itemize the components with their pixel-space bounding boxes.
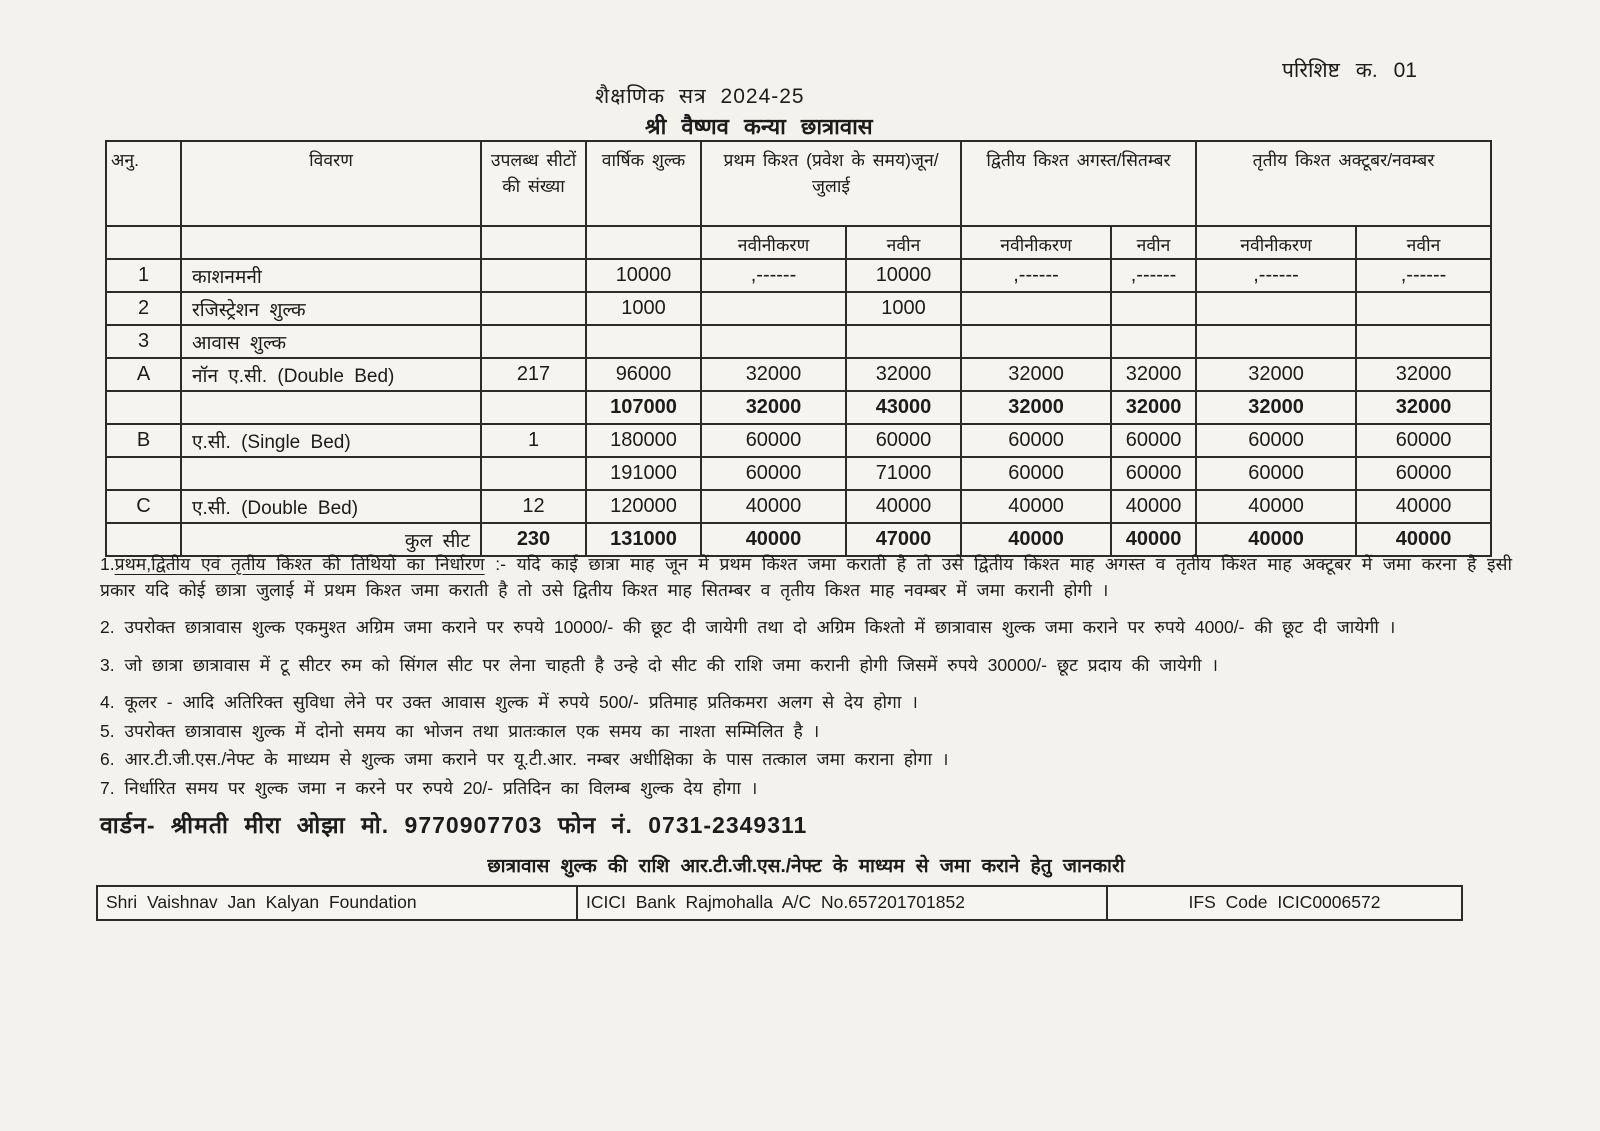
row-value: 47000 (846, 523, 961, 556)
note-item: 6. आर.टी.जी.एस./नेफ्ट के माध्यम से शुल्क जमा कराने पर यू.टी.आर. नम्बर अधीक्षिका के पास तत्काल जमा कराना होगा । (100, 749, 949, 770)
row-value (586, 325, 701, 358)
row-description: रजिस्ट्रेशन शुल्क (181, 292, 481, 325)
row-value: 32000 (961, 391, 1111, 424)
row-value: ,------ (701, 259, 846, 292)
row-value: 60000 (701, 424, 846, 457)
subheader-renewal-3: नवीनीकरण (1196, 226, 1356, 259)
fee-table-subheader-row (106, 226, 1491, 259)
fee-table (105, 140, 1492, 557)
row-value: 32000 (701, 391, 846, 424)
row-value (481, 325, 586, 358)
appendix-label: परिशिष्ट क. 01 (1282, 59, 1417, 82)
row-value: 43000 (846, 391, 961, 424)
table-row (106, 424, 1491, 457)
row-value: ,------ (1356, 259, 1491, 292)
page-title: श्री वैष्णव कन्या छात्रावास (645, 114, 873, 139)
row-value: 96000 (586, 358, 701, 391)
row-description (181, 457, 481, 490)
bank-foundation-name: Shri Vaishnav Jan Kalyan Foundation (97, 886, 577, 920)
row-sno: 1 (106, 259, 181, 292)
row-value (1356, 292, 1491, 325)
table-row (106, 292, 1491, 325)
row-value: 131000 (586, 523, 701, 556)
table-row (106, 325, 1491, 358)
subheader-new-3: नवीन (1356, 226, 1491, 259)
row-value: 40000 (961, 523, 1111, 556)
row-description: ए.सी. (Double Bed) (181, 490, 481, 523)
warden-contact-line: वार्डन- श्रीमती मीरा ओझा मो. 9770907703 फोन नं. 0731-2349311 (100, 812, 808, 839)
row-value (961, 292, 1111, 325)
note-item: 4. कूलर - आदि अतिरिक्त सुविधा लेने पर उक्त आवास शुल्क में रुपये 500/- प्रतिमाह प्रतिकमरा अलग से देय होगा । (100, 692, 918, 713)
row-value: 60000 (701, 457, 846, 490)
row-value (481, 391, 586, 424)
row-description: आवास शुल्क (181, 325, 481, 358)
subheader-empty (181, 226, 481, 259)
row-value: 32000 (1196, 391, 1356, 424)
row-value: 60000 (1196, 424, 1356, 457)
row-value: 40000 (1356, 490, 1491, 523)
note-item: 5. उपरोक्त छात्रावास शुल्क में दोनो समय का भोजन तथा प्रातःकाल एक समय का नाश्ता सम्मिलित है । (100, 720, 820, 741)
row-value: 60000 (1196, 457, 1356, 490)
row-value: 32000 (846, 358, 961, 391)
row-value: 40000 (701, 523, 846, 556)
row-value: 32000 (961, 358, 1111, 391)
note-item: 2. उपरोक्त छात्रावास शुल्क एकमुश्त अग्रिम जमा कराने पर रुपये 10000/- की छूट दी जायेगी तथा दो अग्रिम किश्तो में छात्रावास शुल्क जमा कराने पर रुपये 4000/- की छूट दी जायेगी । (100, 617, 1396, 638)
col-header-seats: उपलब्ध सीटों की संख्या (481, 141, 586, 226)
row-value: ,------ (1111, 259, 1196, 292)
row-value (1196, 325, 1356, 358)
row-value: 217 (481, 358, 586, 391)
row-value: 1000 (846, 292, 961, 325)
row-sno: 3 (106, 325, 181, 358)
row-value (1111, 292, 1196, 325)
notes-section (100, 552, 1512, 921)
row-value: 191000 (586, 457, 701, 490)
row-value: 40000 (1196, 490, 1356, 523)
bank-account-number: ICICI Bank Rajmohalla A/C No.657201701852 (577, 886, 1107, 920)
row-value: 1 (481, 424, 586, 457)
row-value: 120000 (586, 490, 701, 523)
row-value: 71000 (846, 457, 961, 490)
row-sno (106, 457, 181, 490)
row-value: ,------ (1196, 259, 1356, 292)
row-value: 180000 (586, 424, 701, 457)
table-row (106, 457, 1491, 490)
row-description (181, 391, 481, 424)
col-header-sno: अनु. (106, 141, 181, 226)
row-value: 40000 (1111, 490, 1196, 523)
row-value: 60000 (1356, 457, 1491, 490)
fee-table-body (106, 259, 1491, 556)
table-row (106, 490, 1491, 523)
row-value: 60000 (1356, 424, 1491, 457)
row-value: 40000 (961, 490, 1111, 523)
row-value (1111, 325, 1196, 358)
row-sno (106, 391, 181, 424)
note-item: 7. निर्धारित समय पर शुल्क जमा न करने पर रुपये 20/- प्रतिदिन का विलम्ब शुल्क देय होगा । (100, 777, 758, 798)
row-value: 32000 (1356, 358, 1491, 391)
row-value: ,------ (961, 259, 1111, 292)
row-description: कुल सीट (181, 523, 481, 556)
row-value (846, 325, 961, 358)
row-value: 60000 (961, 424, 1111, 457)
table-row (106, 259, 1491, 292)
row-description: ए.सी. (Single Bed) (181, 424, 481, 457)
row-value: 60000 (961, 457, 1111, 490)
row-value (1356, 325, 1491, 358)
table-row (106, 391, 1491, 424)
row-value: 10000 (586, 259, 701, 292)
bank-info-row (97, 886, 1462, 920)
row-value: 40000 (846, 490, 961, 523)
subheader-renewal-1: नवीनीकरण (701, 226, 846, 259)
row-value: 40000 (1196, 523, 1356, 556)
table-row (106, 358, 1491, 391)
row-value: 10000 (846, 259, 961, 292)
row-value (481, 292, 586, 325)
subheader-renewal-2: नवीनीकरण (961, 226, 1111, 259)
row-value (701, 325, 846, 358)
row-sno: C (106, 490, 181, 523)
row-value: 107000 (586, 391, 701, 424)
row-value (1196, 292, 1356, 325)
col-header-installment1: प्रथम किश्त (प्रवेश के समय)जून/जुलाई (701, 141, 961, 226)
subheader-empty (481, 226, 586, 259)
row-description: नॉन ए.सी. (Double Bed) (181, 358, 481, 391)
col-header-installment2: द्वितीय किश्त अगस्त/सितम्बर (961, 141, 1196, 226)
row-value (481, 457, 586, 490)
note-item: 3. जो छात्रा छात्रावास में टू सीटर रुम को सिंगल सीट पर लेना चाहती है उन्हे दो सीट की राशि जमा करानी होगी जिसमें रुपये 30000/- छूट प्रदाय की जायेगी । (100, 654, 1218, 675)
row-value: 60000 (1111, 457, 1196, 490)
row-value: 40000 (701, 490, 846, 523)
subheader-new-1: नवीन (846, 226, 961, 259)
row-value: 1000 (586, 292, 701, 325)
row-value: 32000 (1196, 358, 1356, 391)
note-underlined-lead: प्रथम,द्वितीय एवं तृतीय किश्त की तिथियों का निर्धारण (114, 554, 485, 574)
row-sno: A (106, 358, 181, 391)
row-sno: 2 (106, 292, 181, 325)
subheader-new-2: नवीन (1111, 226, 1196, 259)
subheader-empty (586, 226, 701, 259)
row-value: 32000 (1111, 358, 1196, 391)
bank-info-table (96, 885, 1463, 921)
note-item: 1.प्रथम,द्वितीय एवं तृतीय किश्त की तिथियों का निर्धारण :- यदि काई छात्रा माह जून में प्रथम किश्त जमा कराती है तो उसे द्वितीय किश्त माह अगस्त व तृतीय किश्त माह अक्टूबर में जमा करना है इसी प्रकार यदि कोई छात्रा जुलाई में प्रथम किश्त जमा कराती है तो उसे द्वितीय किश्त माह सितम्बर व तृतीय किश्त माह नवम्बर में जमा करानी होगी । (100, 554, 1512, 600)
row-value: 40000 (1111, 523, 1196, 556)
row-value: 32000 (1111, 391, 1196, 424)
col-header-description: विवरण (181, 141, 481, 226)
bank-info-heading: छात्रावास शुल्क की राशि आर.टी.जी.एस./नेफ्ट के माध्यम से जमा कराने हेतु जानकारी (487, 855, 1125, 877)
row-value: 12 (481, 490, 586, 523)
bank-ifs-code: IFS Code ICIC0006572 (1107, 886, 1462, 920)
row-value (961, 325, 1111, 358)
notes (100, 552, 1512, 801)
row-value: 40000 (1356, 523, 1491, 556)
row-value: 60000 (1111, 424, 1196, 457)
row-value: 32000 (1356, 391, 1491, 424)
col-header-annual-fee: वार्षिक शुल्क (586, 141, 701, 226)
row-description: काशनमनी (181, 259, 481, 292)
subheader-empty (106, 226, 181, 259)
row-value (481, 259, 586, 292)
row-value: 32000 (701, 358, 846, 391)
row-sno: B (106, 424, 181, 457)
col-header-installment3: तृतीय किश्त अक्टूबर/नवम्बर (1196, 141, 1491, 226)
row-value: 60000 (846, 424, 961, 457)
row-value (701, 292, 846, 325)
row-value: 230 (481, 523, 586, 556)
fee-table-header-row (106, 141, 1491, 226)
academic-session: शैक्षणिक सत्र 2024-25 (595, 85, 805, 108)
